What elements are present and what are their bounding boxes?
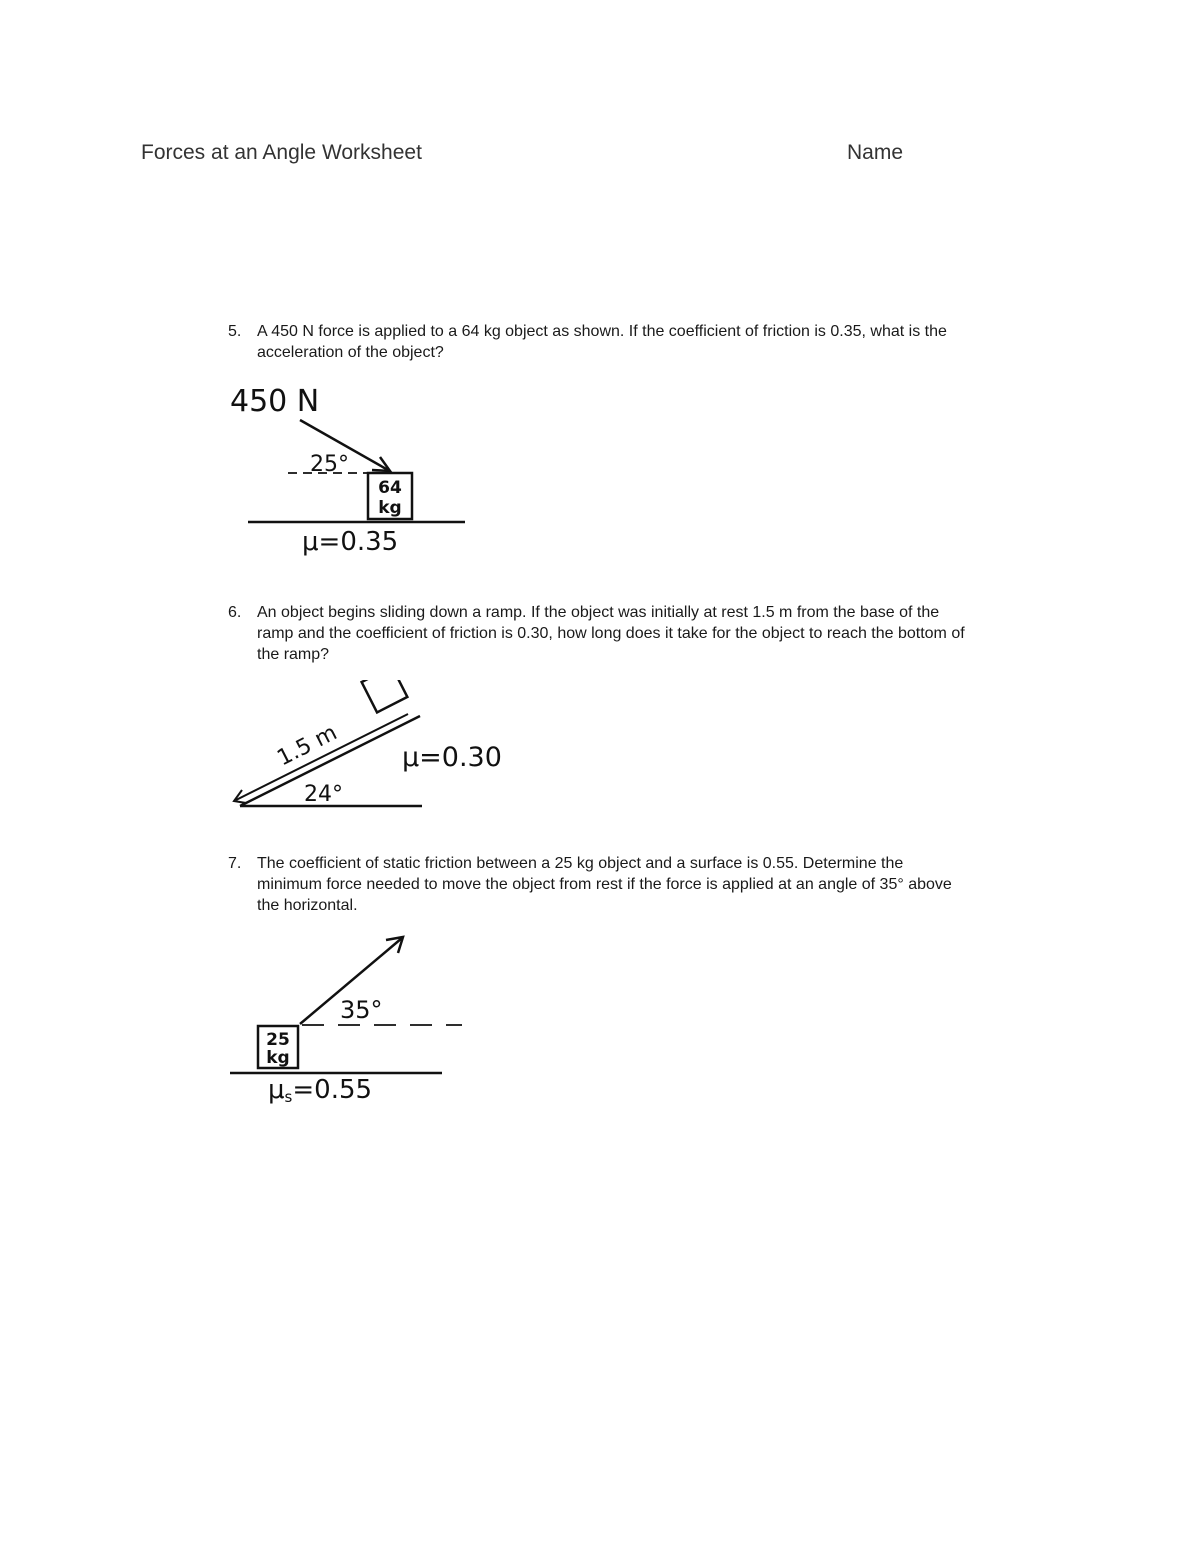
problem-7	[228, 853, 968, 916]
ramp-angle-label: 24°	[304, 782, 343, 807]
problem-text: A 450 N force is applied to a 64 kg object as shown. If the coefficient of friction is 0.35, what is the acceleration of the object?	[257, 323, 947, 361]
problem-number: 5.	[228, 323, 242, 340]
mass-unit: kg	[378, 498, 402, 518]
mu-symbol: μ	[268, 1075, 285, 1105]
mu-subscript: s	[284, 1088, 293, 1106]
name-label: Name	[847, 141, 904, 164]
static-friction-label	[268, 1075, 372, 1106]
mass-value: 64	[378, 478, 402, 498]
diagram-problem-5	[220, 378, 480, 568]
diagram-problem-6	[222, 680, 522, 820]
problem-5	[228, 321, 968, 363]
friction-label: μ=0.35	[302, 527, 399, 557]
mass-value: 25	[266, 1030, 290, 1050]
worksheet-title: Forces at an Angle Worksheet	[141, 141, 422, 164]
angle-label: 25°	[310, 452, 349, 477]
mu-value: =0.55	[292, 1075, 373, 1105]
problem-text: The coefficient of static friction between a 25 kg object and a surface is 0.55. Determine the minimum force needed to move the object from rest if the force is applied at an angle of 35° above the horizontal.	[257, 855, 952, 914]
force-arrowhead	[372, 457, 390, 471]
problem-number: 7.	[228, 855, 242, 872]
angle-label: 35°	[340, 996, 383, 1024]
sliding-block	[362, 680, 408, 712]
problem-number: 6.	[228, 604, 242, 621]
friction-label: μ=0.30	[402, 742, 502, 773]
force-label: 450 N	[230, 384, 320, 419]
mass-unit: kg	[266, 1048, 290, 1068]
problem-6	[228, 602, 968, 665]
ramp-length-label: 1.5 m	[273, 720, 342, 772]
diagram-problem-7	[222, 928, 482, 1118]
problem-text: An object begins sliding down a ramp. If the object was initially at rest 1.5 m from the base of the ramp and the coefficient of friction is 0.30, how long does it take for the object to reach the bottom of the ramp?	[257, 604, 965, 663]
